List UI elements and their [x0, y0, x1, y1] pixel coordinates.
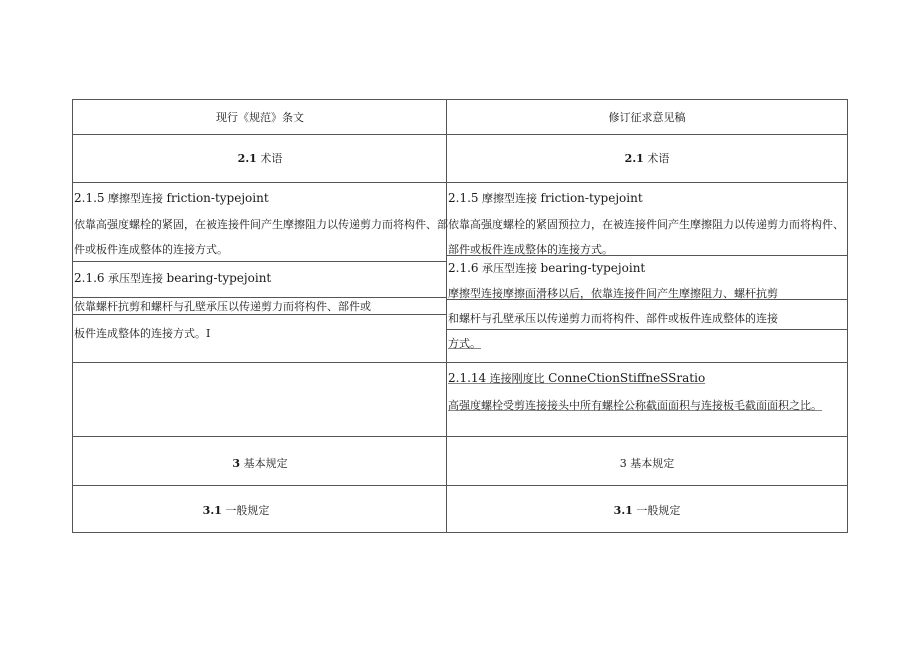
row-divider	[72, 297, 447, 298]
row-divider	[72, 436, 848, 437]
section-number: 3	[232, 457, 241, 470]
section-title: 基本规定	[630, 457, 675, 470]
term-2-1-5-def-right-line1: 依靠高强度螺栓的紧固预拉力，在被连接件间产生摩擦阻力以传递剪力而将构件、	[448, 218, 844, 231]
table-border-top	[72, 99, 848, 100]
term-2-1-5-def-left-line2: 件或板件连成整体的连接方式。	[74, 243, 228, 256]
term-2-1-6-heading-right: 2.1.6 承压型连接 bearing-typejoint	[448, 261, 646, 275]
section-number: 3.1	[613, 504, 633, 517]
term-2-1-5-heading-left: 2.1.5 摩擦型连接 friction-typejoint	[74, 191, 269, 205]
section-3-left	[232, 457, 287, 470]
column-divider	[446, 99, 447, 533]
section-number: 3.1	[202, 504, 222, 517]
section-3-right	[620, 457, 675, 470]
term-2-1-6-def-right-line1: 摩擦型连接摩擦面滑移以后，依靠连接件间产生摩擦阻力、螺杆抗剪	[448, 287, 778, 300]
term-2-1-6-heading-left: 2.1.6 承压型连接 bearing-typejoint	[74, 271, 272, 285]
row-divider	[446, 329, 848, 330]
term-2-1-14-def-right: 高强度螺栓受剪连接接头中所有螺栓公称截面面积与连接板毛截面面积之比。	[448, 399, 822, 412]
section-number: 3	[619, 457, 627, 470]
row-divider	[72, 362, 447, 363]
header-revision-draft: 修订征求意见稿	[608, 111, 686, 124]
term-2-1-5-def-right-line2: 部件或板件连成整体的连接方式。	[448, 243, 613, 256]
row-divider	[72, 134, 848, 135]
term-2-1-14-heading-right: 2.1.14 连接刚度比 ConneCtionStiffneSSratio	[448, 371, 706, 385]
row-divider	[72, 485, 848, 486]
section-2-1-left	[238, 152, 283, 165]
section-title: 术语	[260, 152, 283, 165]
term-2-1-5-def-left-line1: 依靠高强度螺栓的紧固，在被连接件间产生摩擦阻力以传递剪力而将构件、部	[74, 218, 448, 231]
section-number: 2.1	[624, 152, 644, 165]
term-2-1-6-def-right-line3: 方式。	[448, 337, 481, 350]
term-2-1-5-heading-right: 2.1.5 摩擦型连接 friction-typejoint	[448, 191, 643, 205]
section-title: 一般规定	[636, 504, 681, 517]
term-2-1-6-def-left-line1: 依靠螺杆抗剪和螺杆与孔壁承压以传递剪力而将构件、部件或	[74, 300, 371, 313]
section-3-1-right	[614, 504, 681, 517]
row-divider	[72, 182, 848, 183]
term-2-1-6-def-left-line2: 板件连成整体的连接方式。I	[74, 327, 211, 340]
row-divider	[72, 261, 447, 262]
table-border-left	[72, 99, 73, 533]
section-number: 2.1	[237, 152, 257, 165]
term-2-1-6-def-right-line2: 和螺杆与孔壁承压以传递剪力而将构件、部件或板件连成整体的连接	[448, 312, 778, 325]
section-title: 术语	[647, 152, 670, 165]
table-border-right	[847, 99, 848, 533]
section-title: 一般规定	[225, 504, 270, 517]
table-border-bottom	[72, 532, 848, 533]
row-divider	[72, 314, 447, 315]
section-2-1-right	[625, 152, 670, 165]
section-title: 基本规定	[243, 457, 288, 470]
section-3-1-left	[203, 504, 270, 517]
header-current-code: 现行《规范》条文	[216, 111, 304, 124]
row-divider	[446, 362, 848, 363]
